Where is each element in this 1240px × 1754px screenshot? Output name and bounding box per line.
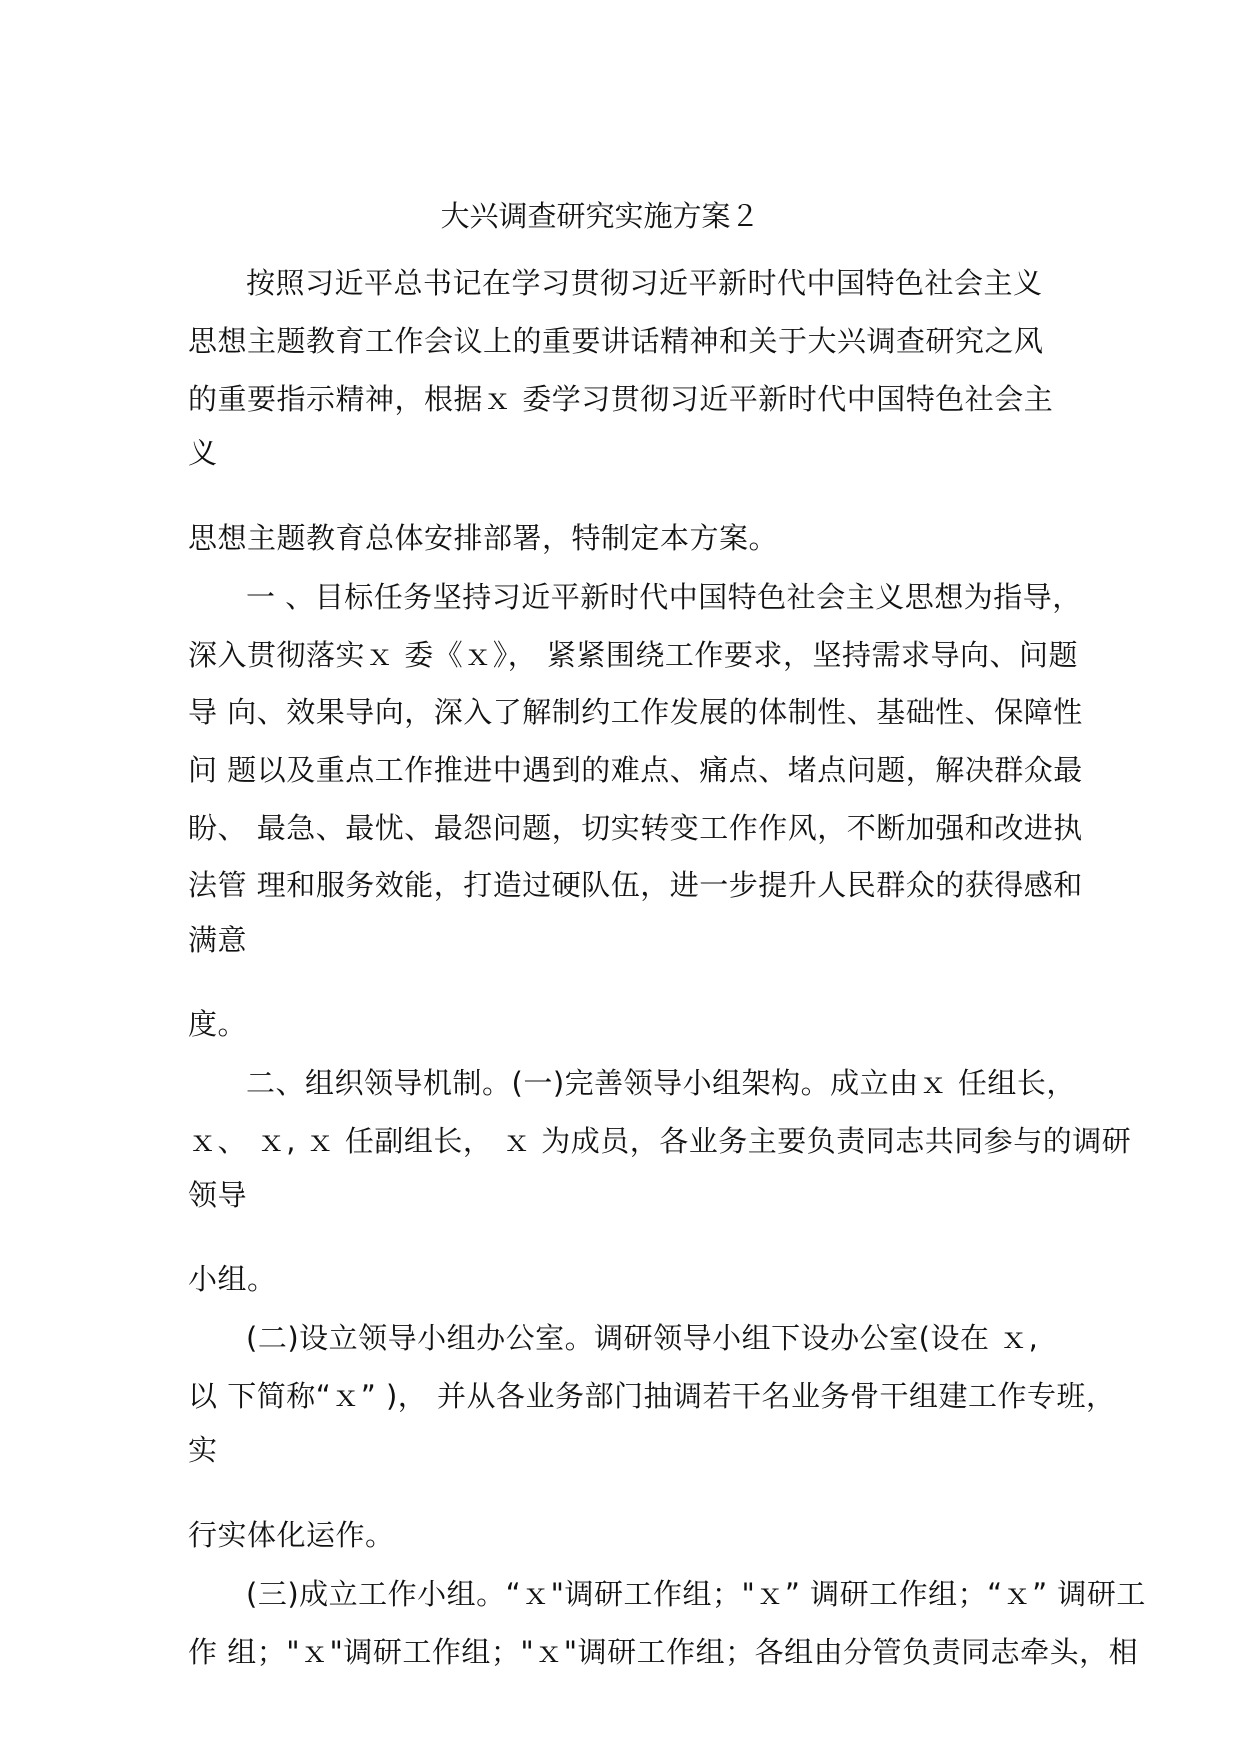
paragraph-line: 领导 <box>188 1178 248 1212</box>
paragraph-line: 思想主题教育总体安排部署，特制定本方案。 <box>188 521 779 555</box>
paragraph-line: (三)成立工作小组。“ｘ"调研工作组；"ｘ” 调研工作组；“ｘ” 调研工 <box>246 1577 1146 1611</box>
paragraph-line: ｘ、 ｘ, ｘ 任副组长， ｘ 为成员，各业务主要负责同志共同参与的调研 <box>188 1124 1132 1158</box>
paragraph-line: 的重要指示精神，根据ｘ 委学习贯彻习近平新时代中国特色社会主 <box>188 382 1054 416</box>
paragraph-line: 小组。 <box>188 1262 277 1296</box>
paragraph-line: 二、组织领导机制。(一)完善领导小组架构。成立由ｘ 任组长， <box>246 1066 1076 1100</box>
paragraph-line: 盼、 最急、最忧、最怨问题，切实转变工作作风，不断加强和改进执 <box>188 811 1083 845</box>
paragraph-line: 实 <box>188 1433 218 1467</box>
paragraph-line: 思想主题教育工作会议上的重要讲话精神和关于大兴调查研究之风 <box>188 324 1044 358</box>
paragraph-line: 行实体化运作。 <box>188 1518 395 1552</box>
paragraph-line: 法管 理和服务效能，打造过硬队伍，进一步提升人民群众的获得感和 <box>188 868 1083 902</box>
paragraph-line: 义 <box>188 436 218 470</box>
paragraph-line: 深入贯彻落实ｘ 委《ｘ》， 紧紧围绕工作要求，坚持需求导向、问题 <box>188 638 1078 672</box>
paragraph-line: 一 、目标任务坚持习近平新时代中国特色社会主义思想为指导， <box>246 580 1082 614</box>
paragraph-line: (二)设立领导小组办公室。调研领导小组下设办公室(设在 ｘ, <box>246 1321 1039 1355</box>
paragraph-line: 以 下简称“ｘ” )， 并从各业务部门抽调若干名业务骨干组建工作专班， <box>188 1379 1116 1413</box>
paragraph-line: 度。 <box>188 1007 248 1041</box>
paragraph-line: 按照习近平总书记在学习贯彻习近平新时代中国特色社会主义 <box>246 266 1043 300</box>
paragraph-line: 问 题以及重点工作推进中遇到的难点、痛点、堵点问题，解决群众最 <box>188 753 1083 787</box>
paragraph-line: 满意 <box>188 923 248 957</box>
paragraph-line: 导 向、效果导向，深入了解制约工作发展的体制性、基础性、保障性 <box>188 695 1083 729</box>
paragraph-line: 作 组；"ｘ"调研工作组；"ｘ"调研工作组；各组由分管负责同志牵头，相 <box>188 1635 1139 1669</box>
document-title: 大兴调查研究实施方案２ <box>440 199 760 233</box>
